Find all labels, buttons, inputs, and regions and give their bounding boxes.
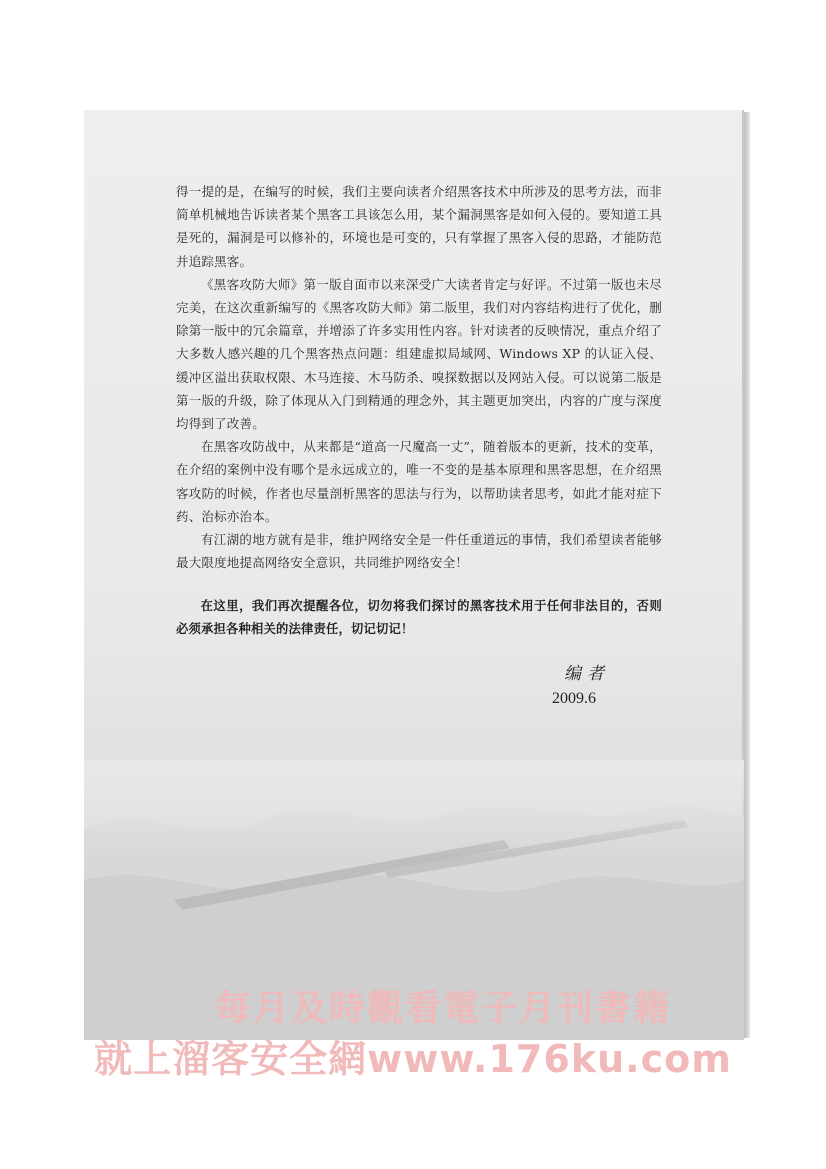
signature-date: 2009.6 [552,690,596,707]
paragraph-second-edition: 《黑客攻防大师》第一版自面市以来深受广大读者肯定与好评。不过第一版也未尽完美，在这次重新编写的《黑客攻防大师》第二版里，我们对内容结构进行了优化，删除第一版中的冗余篇章，并增添了许多实用性内容。针对读者的反映情况，重点介绍了大多数人感兴趣的几个黑客热点问题：组建虚拟局域网、Windows XP 的认证入侵、缓冲区溢出获取权限、木马连接、木马防杀、嗅探数据以及网站入侵。可以说第二版是第一版的升级，除了体现从入门到精通的理念外，其主题更加突出，内容的广度与深度均得到了改善。 [176,276,662,432]
paragraph-attack-defense: 在黑客攻防战中，从来都是“道高一尺魔高一丈”，随着版本的更新，技术的变革，在介绍的案例中没有哪个是永远成立的，唯一不变的是基本原理和黑客思想，在介绍黑客攻防的时候，作者也尽量剖析黑客的思法与行为，以帮助读者思考，如此才能对症下药、治标亦治本。 [176,439,662,524]
watermark-line-1: 每月及時觀看電子月刊書籍 [214,988,671,1029]
page-edge-shadow [744,112,750,1038]
preface-body [176,180,662,641]
signature-block [552,662,672,710]
signature-author: 编者 [564,664,610,684]
paragraph-thinking-method: 得一提的是，在编写的时候，我们主要向读者介绍黑客技术中所涉及的思考方法，而非简单机械地告诉读者某个黑客工具该怎么用，某个漏洞黑客是如何入侵的。要知道工具是死的，漏洞是可以修补的，环境也是可变的，只有掌握了黑客入侵的思路，才能防范并追踪黑客。 [176,184,662,269]
paragraph-network-security: 有江湖的地方就有是非，维护网络安全是一件任重道远的事情，我们希望读者能够最大限度地提高网络安全意识，共同维护网络安全！ [176,532,662,571]
watermark-line-2: 就上溜客安全網www.176ku.com [94,1037,732,1081]
legal-warning: 在这里，我们再次提醒各位，切勿将我们探讨的黑客技术用于任何非法目的，否则必须承担各种相关的法律责任，切记切记！ [176,599,662,637]
